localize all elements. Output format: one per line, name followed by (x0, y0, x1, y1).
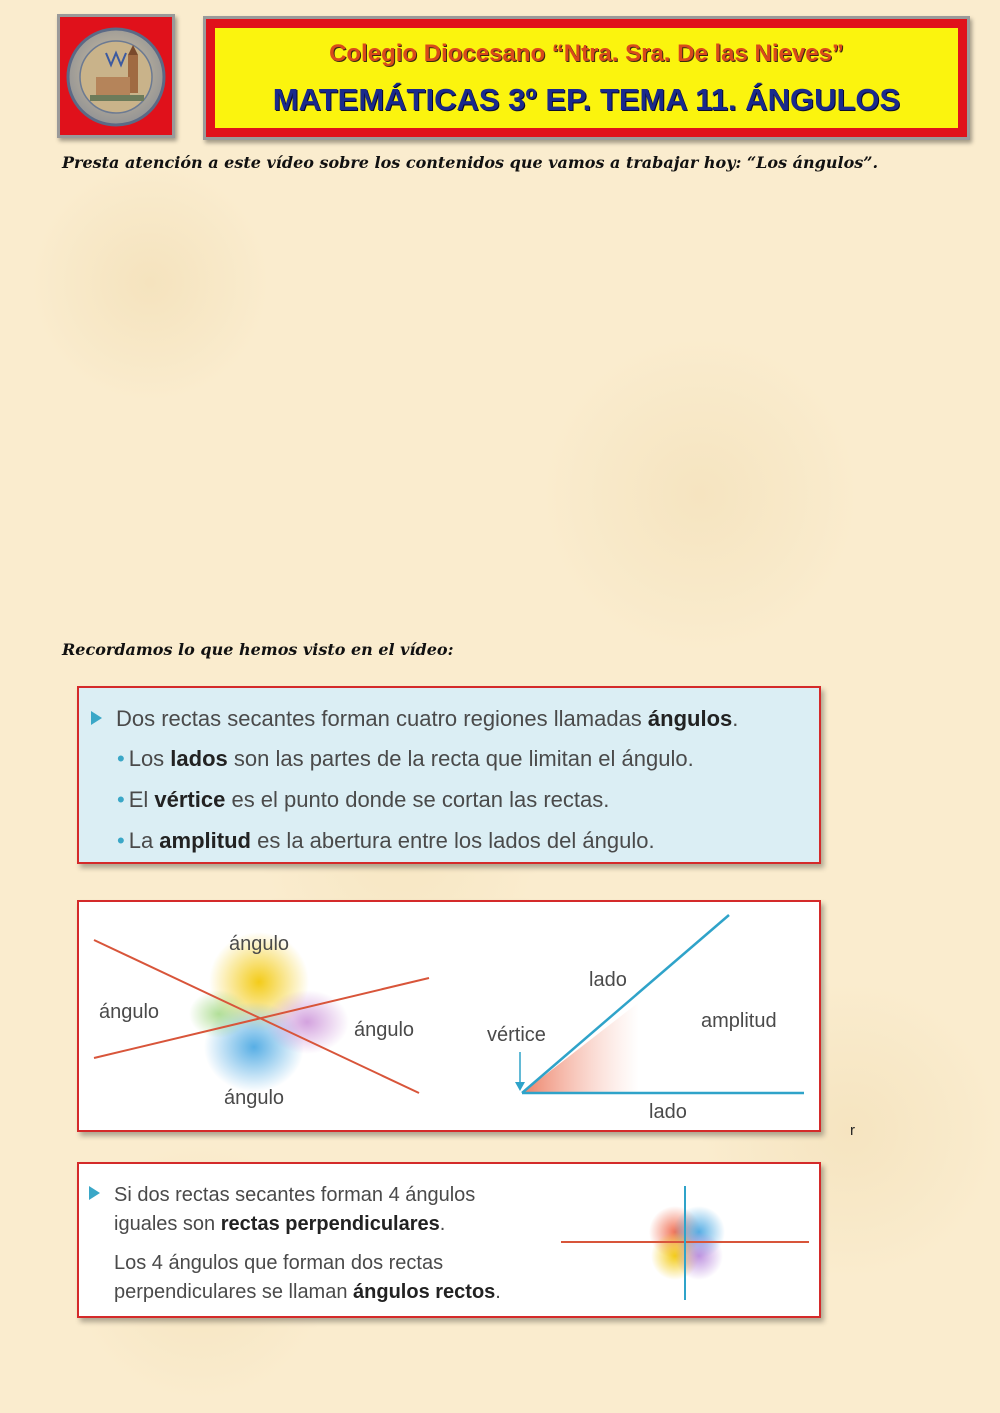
definition-lados (117, 746, 694, 772)
perpendicular-text-4: perpendiculares se llaman (114, 1281, 354, 1303)
term-angulos: ángulos (647, 706, 733, 731)
perpendicular-line-3 (114, 1252, 443, 1275)
vertice-prefix: El (128, 787, 155, 812)
school-logo-frame (57, 14, 175, 138)
vertice-text: es el punto donde se cortan las rectas. (225, 787, 610, 812)
term-angulos-rectos: ángulos rectos (353, 1281, 496, 1303)
vertex-arrow-head-icon (515, 1082, 525, 1091)
title-banner (203, 16, 970, 140)
page-title: MATEMÁTICAS 3º EP. TEMA 11. ÁNGULOS (272, 82, 901, 117)
school-seal-icon (66, 25, 166, 129)
angle-region-left (189, 990, 249, 1038)
definition-vertice (117, 787, 609, 813)
amplitud-text: es la abertura entre los lados del ángulo. (250, 828, 655, 853)
perpendicular-text-1: Si dos rectas secantes forman 4 ángulos (114, 1184, 476, 1206)
triangle-bullet-icon (91, 711, 102, 725)
label-vertice: vértice (487, 1024, 546, 1046)
dot-bullet-icon: • (117, 828, 125, 853)
perpendicular-line-2 (114, 1213, 445, 1236)
definition-main-text: Dos rectas secantes forman cuatro regiones llamadas (116, 706, 648, 731)
amplitud-prefix: La (128, 828, 160, 853)
right-angle-region-4 (675, 1232, 723, 1280)
video-prompt: Presta atención a este vídeo sobre los contenidos que vamos a trabajar hoy: “Los ángulos”. (62, 153, 879, 172)
definition-main-end: . (732, 706, 739, 731)
lados-prefix: Los (128, 746, 171, 771)
label-lado-upper: lado (589, 969, 627, 991)
school-name: Colegio Diocesano “Ntra. Sra. De las Nieves” (329, 40, 844, 67)
term-amplitud: amplitud (159, 828, 251, 853)
label-angle-top: ángulo (229, 933, 290, 955)
label-angle-bottom: ángulo (224, 1087, 285, 1109)
term-vertice: vértice (154, 787, 226, 812)
perpendicular-card (77, 1162, 821, 1318)
title-panel (215, 28, 958, 128)
term-lados: lados (170, 746, 228, 771)
angles-diagram (79, 902, 819, 1130)
label-angle-right: ángulo (354, 1019, 415, 1041)
recap-prompt: Recordamos lo que hemos visto en el vídeo: (62, 640, 454, 659)
angles-diagram-card (77, 900, 821, 1132)
stray-character: r (850, 1122, 855, 1139)
dot-bullet-icon: • (117, 746, 125, 771)
label-lado-lower: lado (649, 1101, 687, 1123)
triangle-bullet-icon (89, 1186, 100, 1200)
term-rectas-perpendiculares: rectas perpendiculares (220, 1213, 440, 1235)
label-angle-left: ángulo (99, 1001, 160, 1023)
perpendicular-text-2-end: . (439, 1213, 446, 1235)
perpendicular-text-3: Los 4 ángulos que forman dos rectas (114, 1252, 444, 1274)
perpendicular-line-1 (89, 1184, 475, 1207)
perpendicular-diagram (549, 1174, 819, 1304)
perpendicular-text-4-end: . (495, 1281, 501, 1303)
dot-bullet-icon: • (117, 787, 125, 812)
definition-main (91, 706, 738, 732)
perpendicular-line-4 (114, 1281, 501, 1304)
lados-text: son las partes de la recta que limitan el ángulo. (227, 746, 694, 771)
definitions-card (77, 686, 821, 864)
perpendicular-text-2: iguales son (114, 1213, 221, 1235)
label-amplitud: amplitud (701, 1010, 777, 1032)
definition-amplitud (117, 828, 655, 854)
